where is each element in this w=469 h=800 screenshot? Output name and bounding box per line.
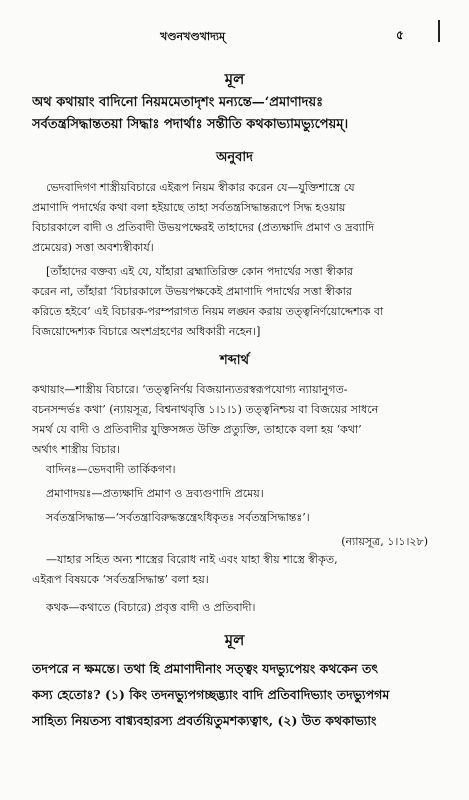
section-heading-mool: মূল [224,70,245,88]
translation-note-paragraph [32,262,442,342]
mool-verse-1 [32,92,442,136]
verse-line: তদপরে ন ক্ষমন্তে। তথা হি প্রমাণাদীনাং সত্ত্বং যদভ্যুপেয়ং কথকেন তৎ [32,661,379,676]
verse-line: অথ কথায়াং বাদিনো নিয়মমেতাদৃশং মন্যন্তে—‘প্রমাণাদয়ঃ [32,95,324,110]
paragraph-line: করিতে হইবে’ এই বিচারক-পরম্পরাগত নিয়ম লঙ্ঘন করায় তত্ত্বনির্ণয়োদ্দেশ্যক বা [32,305,384,318]
paragraph-line: এইরূপ বিষয়কে ‘সর্বতন্ত্রসিদ্ধান্ত’ বলা হয়। [32,573,209,586]
paragraph-line: [তাঁহাদের বক্তব্য এই যে, যাঁহারা ব্রহ্মাতিরিক্ত কোন পদার্থের সত্তা স্বীকার [46,265,353,278]
paragraph-line: অর্থাৎ শাস্ত্রীয় বিচার। [32,443,120,456]
paragraph-line: সমর্থ যে বাদী ও প্রতিবাদীর যুক্তিসঙ্গত উক্তি প্রত্যুক্তি, তাহাকে বলা হয় ‘কথা’ [32,423,362,436]
section-heading-shabdartha: শব্দার্থ [219,353,249,368]
citation: (ন্যায়সূত্র, ১।১।২৮) [341,535,428,548]
paragraph-line: কথায়াং—শাস্ত্রীয় বিচারে। ‘তত্ত্বনির্ণয় বিজয়ান্যতরস্বরূপযোগ্য ন্যায়ানুগত- [32,383,348,396]
glossary-definitions [32,460,442,552]
translation-paragraph [32,178,442,258]
verse-line: সর্বতন্ত্রসিদ্ধান্ততয়া সিদ্ধাঃ পদার্থাঃ সন্তীতি কথকাভ্যামভ্যুপেয়ম্। [32,117,349,132]
glossary-entry: প্রমাণাদয়ঃ—প্রত্যক্ষাদি প্রমাণ ও দ্রব্যগুণাদি প্রমেয়। [46,487,264,500]
glossary-entry: কথক—কথাতে (বিচারে) প্রবৃত্ত বাদী ও প্রতিবাদী। [46,601,256,614]
glossary-explanation [32,550,442,618]
paragraph-line: প্রমেয়ের) সত্তা অবশ্যস্বীকার্য। [32,241,154,254]
paragraph-line: বিজয়োদ্দেশ্যক বিচারে অংশগ্রহণের অধিকারী নহেন।] [32,325,261,338]
paragraph-line: করেন না, তাঁহারা ‘বিচারকালে উভয়পক্ষকেই প্রমাণাদি পদার্থের সত্তা স্বীকার [32,285,352,298]
paragraph-line: —যাহার সহিত অন্য শাস্ত্রের বিরোধ নাই এবং যাহা স্বীয় শাস্ত্রে স্বীকৃত, [46,553,338,566]
paragraph-line: বিচারকালে বাদী ও প্রতিবাদী উভয়পক্ষেরই তাহাদের (প্রত্যক্ষাদি প্রমাণ ও দ্রব্যাদি [32,221,375,234]
verse-line: সাহিত্য নিয়তস্য বাগ্ব্যবহারস্য প্রবর্তয়িতুমশক্যত্বাৎ, (২) উত কথকাভ্যাং [32,713,377,728]
glossary-paragraph [32,380,442,460]
page-header [0,28,469,46]
section-heading-mool: মূল [224,631,245,649]
section-heading-anubad: অনুবাদ [216,150,253,165]
running-title: খণ্ডনখণ্ডখাদ্যম্ [160,30,226,43]
paragraph-line: ভেদবাদিগণ শাস্ত্রীয়বিচারে এইরূপ নিয়ম স্বীকার করেন যে—যুক্তিশাস্ত্রে যে [46,181,355,194]
glossary-entry: বাদিনঃ—ভেদবাদী তার্কিকগণ। [46,463,176,476]
paragraph-line: বচনসন্দর্ভঃ কথা’ (ন্যায়সূত্র, বিশ্বনাথবৃত্তি ১।১।১) তত্ত্বনিশ্চয় বা বিজয়ের সাধনে [32,403,379,416]
paragraph-line: প্রমাণাদি পদার্থের কথা বলা হইয়াছে তাহা সর্বতন্ত্রসিদ্ধান্তরূপে সিদ্ধ হওয়ায় [32,201,346,214]
page-number: ৫ [396,28,404,42]
verse-line: কস্য হেতোঃ? (১) কিং তদনভ্যুপগচ্ছদ্ভ্যাং বাদি প্রতিবাদিভ্যাং তদভ্যুপগম [32,687,390,702]
margin-mark [438,20,440,42]
mool-verse-2 [32,658,442,732]
glossary-entry: সর্বতন্ত্রসিদ্ধান্ত—‘সর্বতন্ত্রাবিরুদ্ধস্তন্ত্রেঽধিকৃতঃ সর্বতন্ত্রসিদ্ধান্তঃ’। [46,511,310,524]
